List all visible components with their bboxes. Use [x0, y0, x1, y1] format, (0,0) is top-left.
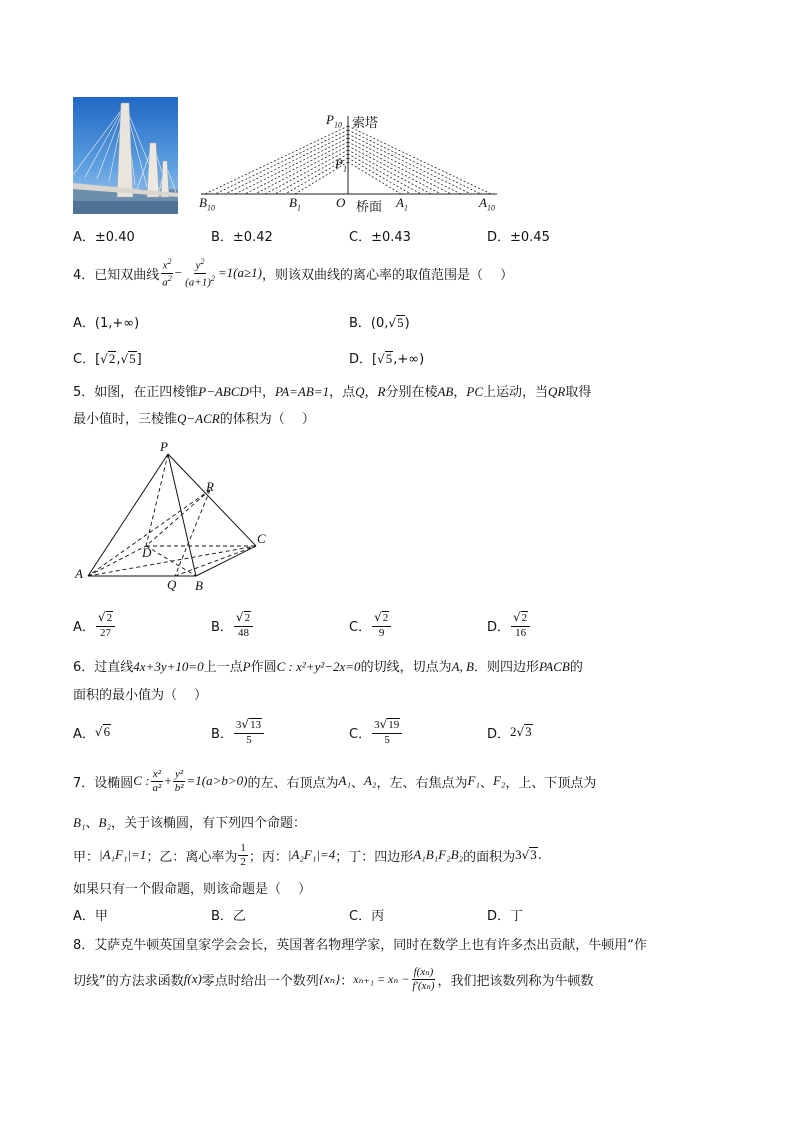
cable-stayed-diagram [195, 108, 505, 216]
q5-stem-line1: 5．如图，在正四棱锥P−ABCD中，PA=AB=1，点Q，R分别在棱AB，PC上运动，当QR取得 [73, 384, 592, 400]
label-p1: $P_1$ [335, 156, 347, 174]
pyramid-label-q: Q [167, 577, 177, 592]
q7-option-c[interactable]: C．丙 [349, 909, 385, 924]
q8-stem-line2: 切线”的方法求函数 f(x) 零点时给出一个数列 {xₙ} ： xₙ₊₁ = xₙ − $\frac{\text{f(xₙ)}}{\text{f′(xₙ)}}$ ，我们把该数列称为牛顿数 [73, 965, 594, 992]
q7-stem-line3: 甲： |A₁F₁|=1 ；乙：离心率为 $\frac{1}{2}$ ；丙： |A₂F₁|=4 ；丁：四边形 A₁B₁F₂B₂ 的面积为 3 √ 3 . [73, 841, 542, 868]
q3-option-c[interactable]: C．±0.43 [349, 230, 411, 245]
q6-stem-line2: 面积的最小值为（ ） [73, 688, 208, 703]
pyramid-figure [70, 440, 280, 595]
q6-stem-line1: 6．过直线4x+3y+10=0上一点P作圆C : x²+y²−2x=0的切线，切点为A, B．则四边形PACB的 [73, 659, 583, 675]
q8-stem-line1: 8．艾萨克牛顿英国皇家学会会长，英国著名物理学家，同时在数学上也有许多杰出贡献，牛顿用“作 [73, 938, 648, 953]
q7-option-b[interactable]: B．乙 [211, 909, 246, 924]
pyramid-label-r: R [206, 479, 214, 494]
q5-stem-line2: 最小值时，三棱锥Q−ACR的体积为（ ） [73, 411, 315, 427]
pyramid-label-d: D [142, 545, 152, 560]
q4-option-b[interactable]: B．(0,√5) [349, 315, 410, 331]
q3-option-a[interactable]: A．±0.40 [73, 230, 135, 245]
label-tower: 索塔 [352, 116, 379, 131]
bridge-photo [73, 97, 178, 214]
q3-option-d[interactable]: D．±0.45 [487, 230, 550, 245]
q4-stem: 4．已知双曲线 $\frac{x^2}{a^2}$ − $\frac{y^2}{(a+1)^2}$ =1(a≥1) ，则该双曲线的离心率的取值范围是（ ） [73, 256, 514, 289]
q5-option-c[interactable]: C． $\frac{√2}{9}$ [349, 606, 392, 644]
label-o: O [336, 195, 346, 210]
q3-option-b[interactable]: B．±0.42 [211, 230, 273, 245]
label-b1: $B_1$ [289, 195, 301, 213]
q7-stem-line2: B₁、B₂，关于该椭圆，有下列四个命题： [73, 815, 306, 831]
q4-option-c[interactable]: C．[√2,√5] [73, 351, 142, 367]
label-p10: $P_{10}$ [326, 112, 342, 130]
pyramid-label-b: B [195, 578, 203, 593]
q6-option-a[interactable]: A． √ 6 [73, 724, 111, 742]
label-a10: $A_{10}$ [479, 195, 495, 213]
q5-option-a[interactable]: A． $\frac{√2}{27}$ [73, 606, 116, 644]
pyramid-label-p: P [160, 439, 168, 454]
q6-option-b[interactable]: B． $\frac{3√13}{5}$ [211, 713, 265, 751]
q6-option-c[interactable]: C． $\frac{3√19}{5}$ [349, 713, 403, 751]
q4-option-a[interactable]: A．(1,+∞) [73, 316, 140, 331]
q6-option-d[interactable]: D． 2 √ 3 [487, 724, 532, 742]
q7-option-d[interactable]: D．丁 [487, 909, 524, 924]
label-a1: $A_1$ [396, 195, 408, 213]
q7-option-a[interactable]: A．甲 [73, 909, 108, 924]
q5-option-b[interactable]: B． $\frac{√2}{48}$ [211, 606, 254, 644]
pyramid-label-c: C [257, 531, 266, 546]
q5-option-d[interactable]: D． $\frac{√2}{16}$ [487, 606, 531, 644]
label-deck: 桥面 [356, 200, 383, 215]
q4-option-d[interactable]: D．[√5,+∞) [349, 351, 425, 367]
q7-stem-line4: 如果只有一个假命题，则该命题是（ ） [73, 882, 312, 897]
label-b10: $B_{10}$ [199, 195, 215, 213]
q7-stem-line1: 7．设椭圆 C : $\frac{\text{x²}}{\text{a²}}$ + $\frac{\text{y²}}{\text{b²}}$ =1(a>b>0) 的左、右顶点为 A₁ 、 A₂ ，左、右焦点为 F₁ 、 F₂ ，上、下顶点为 [73, 767, 597, 794]
pyramid-label-a: A [75, 566, 83, 581]
